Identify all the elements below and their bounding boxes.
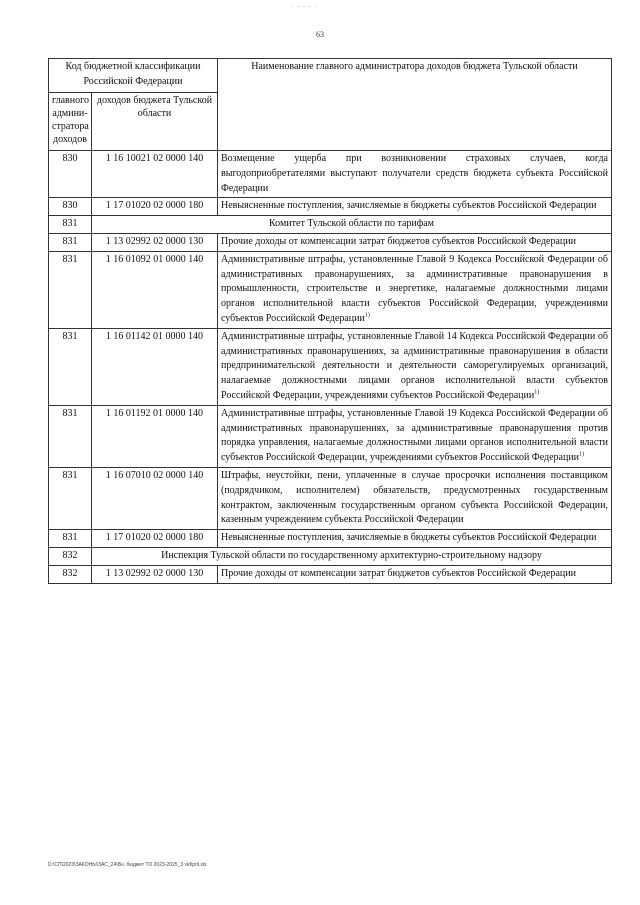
- income-code-cell: 1 13 02992 02 0000 130: [92, 565, 218, 583]
- income-name-text: Штрафы, неустойки, пени, уплаченные в случае просрочки исполнения поставщиком (подрядчиком, исполнителем) обязательств, предусмотренных государственным контрактом, заключенным государственным органом субъекта Российской Федерации, казенным учреждением субъекта Российской Федерации: [221, 469, 608, 526]
- section-row: [49, 216, 612, 234]
- table-row: [49, 198, 612, 216]
- table-body: [49, 151, 612, 584]
- income-name-cell: [218, 151, 612, 198]
- footnote-marker: 1): [364, 312, 370, 319]
- admin-code-cell: 831: [49, 328, 92, 405]
- income-code-cell: 1 13 02992 02 0000 130: [92, 233, 218, 251]
- admin-code-cell: 831: [49, 216, 92, 234]
- page-number: 63: [316, 30, 324, 39]
- header-kbk: Код бюджетной классификации Российской Федерации: [49, 59, 218, 93]
- income-code-cell: 1 16 01142 01 0000 140: [92, 328, 218, 405]
- page-top-mark: · - - - ·: [292, 4, 317, 10]
- income-name-text: Административные штрафы, установленные Главой 14 Кодекса Российской Федерации об административных правонарушениях, за административные правонарушения в области предпринимательской деятельности и деятельности саморегулируемых организаций, налагаемые должностными лицами органов исполнительной власти субъектов Российской Федерации, учреждениями субъектов Российской Федерации: [221, 330, 608, 401]
- income-code-cell: 1 16 07010 02 0000 140: [92, 467, 218, 529]
- admin-code-cell: 831: [49, 405, 92, 467]
- income-name-cell: [218, 530, 612, 548]
- income-code-cell: 1 16 01192 01 0000 140: [92, 405, 218, 467]
- income-name-cell: [218, 565, 612, 583]
- header-main-administrator: главного админи- стратора доходов: [49, 93, 92, 151]
- income-name-cell: [218, 467, 612, 529]
- income-name-text: Возмещение ущерба при возникновении страховых случаев, когда выгодоприобретателями выступают получатели средств бюджета субъекта Российской Федерации: [221, 153, 608, 194]
- admin-code-cell: 832: [49, 565, 92, 583]
- admin-code-cell: 830: [49, 151, 92, 198]
- income-code-cell: 1 16 01092 01 0000 140: [92, 251, 218, 328]
- income-name-text: Административные штрафы, установленные Главой 19 Кодекса Российской Федерации об административных правонарушениях, за административные правонарушения против порядка управления, налагаемые должностными лицами органов исполнительной власти субъектов Российской Федерации, учреждениями субъектов Российской Федерации: [221, 407, 608, 464]
- income-name-text: Невыясненные поступления, зачисляемые в бюджеты субъектов Российской Федерации: [221, 200, 597, 212]
- table-row: [49, 405, 612, 467]
- income-code-cell: 1 17 01020 02 0000 180: [92, 530, 218, 548]
- table-row: [49, 530, 612, 548]
- income-name-cell: [218, 328, 612, 405]
- income-name-cell: [218, 198, 612, 216]
- table-row: [49, 151, 612, 198]
- footnote-marker: 1): [579, 451, 585, 458]
- section-title-cell: Комитет Тульской области по тарифам: [92, 216, 612, 234]
- admin-code-cell: 831: [49, 233, 92, 251]
- footnote-marker: 1): [534, 389, 540, 396]
- income-name-text: Административные штрафы, установленные Главой 9 Кодекса Российской Федерации об административных правонарушениях, за административные правонарушения в промышленности, строительстве и энергетике, налагаемые должностными лицами органов исполнительной власти субъектов Российской Федерации, учреждениями субъектов Российской Федерации: [221, 253, 608, 324]
- admin-code-cell: 830: [49, 198, 92, 216]
- table-row: [49, 565, 612, 583]
- budget-classification-table: [48, 58, 612, 584]
- header-income-code: доходов бюджета Тульской области: [92, 93, 218, 151]
- income-code-cell: 1 17 01020 02 0000 180: [92, 198, 218, 216]
- admin-code-cell: 831: [49, 251, 92, 328]
- header-administrator-name: Наименование главного администратора доходов бюджета Тульской области: [218, 59, 612, 151]
- table-row: [49, 233, 612, 251]
- income-name-text: Прочие доходы от компенсации затрат бюджетов субъектов Российской Федерации: [221, 235, 576, 247]
- income-code-cell: 1 16 10021 02 0000 140: [92, 151, 218, 198]
- income-name-text: Невыясненные поступления, зачисляемые в бюджеты субъектов Российской Федерации: [221, 532, 597, 544]
- income-name-cell: [218, 405, 612, 467]
- section-row: [49, 547, 612, 565]
- admin-code-cell: 831: [49, 530, 92, 548]
- income-name-text: Прочие доходы от компенсации затрат бюджетов субъектов Российской Федерации: [221, 567, 576, 579]
- table-row: [49, 467, 612, 529]
- admin-code-cell: 832: [49, 547, 92, 565]
- section-title-cell: Инспекция Тульской области по государственному архитектурно-строительному надзору: [92, 547, 612, 565]
- admin-code-cell: 831: [49, 467, 92, 529]
- income-name-cell: [218, 251, 612, 328]
- table-row: [49, 328, 612, 405]
- footer-file-path: D:\СП\2023\ЗАКОНЫ\ЗАС_24\Вн. бюджет ТО 2023-2025_3 vid\pril.xls: [48, 862, 207, 868]
- table-row: [49, 251, 612, 328]
- income-name-cell: [218, 233, 612, 251]
